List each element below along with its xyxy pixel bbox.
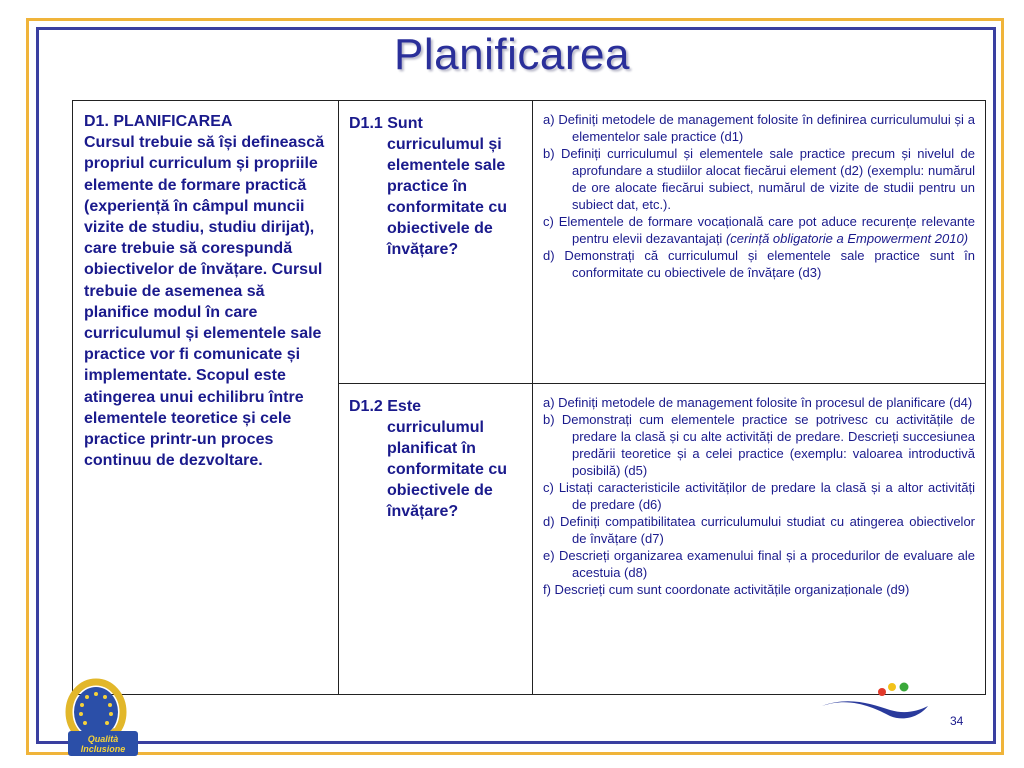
list-item: e) Descrieți organizarea examenului final și a procedurilor de evaluare ale acestuia (d8) bbox=[543, 548, 975, 580]
list-item: f) Descrieți cum sunt coordonate activitățile organizaționale (d9) bbox=[543, 582, 910, 597]
list-item: a) Definiți metodele de management folosite în procesul de planificare (d4) bbox=[543, 395, 973, 410]
criterion-code: D1.2 bbox=[349, 398, 383, 415]
list-item: c) Elementele de formare vocațională care pot aduce recurențe relevante pentru elevii dezavantajați (cerință obligatorie a Empowerment 2010) bbox=[543, 214, 975, 246]
logo-text-line1: Qualità bbox=[87, 734, 119, 744]
list-item: b) Demonstrați cum elementele practice se potrivesc cu activitățile de predare la clasă și cu alte activități de predare. Descrieți succesiunea predării teoretice și a celei practice (exemplu: valoarea introductivă posibilă) (d5) bbox=[543, 412, 975, 478]
logo-text-line2: Inclusione bbox=[80, 744, 126, 754]
domain-heading: D1. PLANIFICAREA bbox=[84, 113, 233, 130]
criterion-question-rest: curriculumul planificat în conformitate cu obiectivele de învățare? bbox=[387, 419, 508, 520]
indicators-cell-d1-2 bbox=[533, 384, 986, 695]
quality-inclusion-logo bbox=[58, 676, 148, 758]
indicator-list bbox=[533, 101, 985, 281]
list-item: a) Definiți metodele de management folosite în definirea curriculumului și a elementelor sale practice (d1) bbox=[543, 112, 975, 144]
planning-table bbox=[72, 100, 986, 695]
table-row bbox=[73, 101, 986, 384]
criterion-question-rest: curriculumul și elementele sale practice în conformitate cu obiectivele de învățare? bbox=[387, 136, 508, 258]
list-item: c) Listați caracteristicile activităților de predare la clasă și a altor activități de predare (d6) bbox=[543, 480, 975, 512]
criterion-cell-d1-1 bbox=[339, 101, 533, 384]
criterion-question-first: Este bbox=[387, 398, 422, 415]
indicators-cell-d1-1 bbox=[533, 101, 986, 384]
list-item: d) Demonstrați că curriculumul și elementele sale practice sunt în conformitate cu obiectivele de învățare (d3) bbox=[543, 248, 975, 280]
page-number: 34 bbox=[950, 714, 964, 728]
criterion-code: D1.1 bbox=[349, 115, 383, 132]
domain-description: Cursul trebuie să își definească propriul curriculum și propriile elemente de formare practică (experiență în câmpul muncii vizite de studiu, studiu dirijat), care trebuie să corespundă obiectivelor de învățare. Cursul trebuie de asemenea să planifice modul în care curriculumul și elementele sale practice vor fi comunicate și implementate. Scopul este atingerea unui echilibru între elementele teoretice și cele practice printr-un proces continuu de dezvoltare. bbox=[84, 134, 325, 470]
criterion-question-first: Sunt bbox=[387, 115, 423, 132]
criterion-cell-d1-2 bbox=[339, 384, 533, 695]
domain-description-cell bbox=[73, 101, 339, 695]
list-item: d) Definiți compatibilitatea curriculumului studiat cu atingerea obiectivelor de învățare (d7) bbox=[543, 514, 975, 546]
empowerment-logo bbox=[820, 678, 930, 722]
list-item: b) Definiți curriculumul și elementele sale practice precum și nivelul de aprofundare a studiilor alocat fiecărui element (d2) (exemplu: numărul de ore alocate fiecărui subiect, numărul de vizite de studii pentru un subiect dat, etc.). bbox=[543, 146, 975, 212]
indicator-list bbox=[533, 384, 985, 598]
slide-title: Planificarea bbox=[394, 30, 630, 79]
